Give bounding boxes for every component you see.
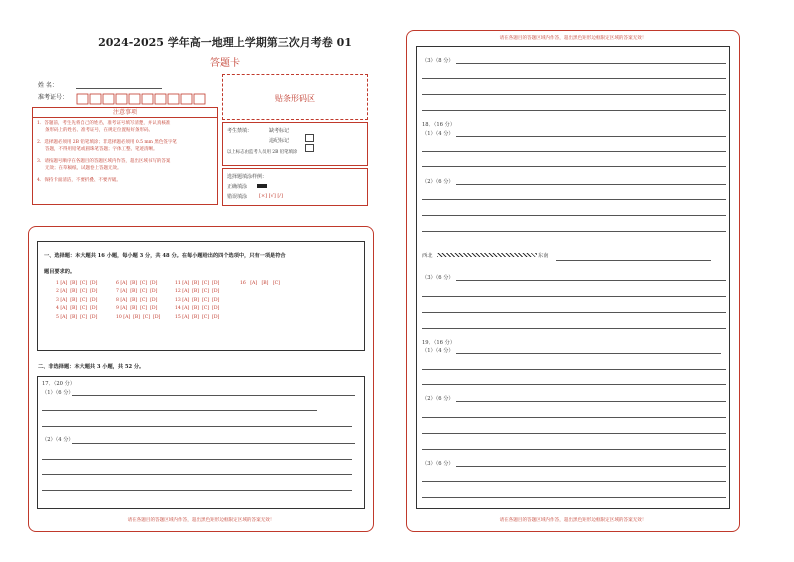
status-note: 以上标志由监考人员用 2B 铅笔填涂 — [227, 150, 298, 155]
correct-fill-label: 正确填涂 — [227, 184, 248, 190]
q17-part2: （2）（4 分） — [42, 437, 74, 443]
answer-line[interactable] — [456, 184, 726, 185]
violation-checkbox[interactable] — [305, 137, 314, 156]
answer-line[interactable] — [422, 369, 726, 370]
answer-line[interactable] — [422, 231, 726, 232]
choice-column-3[interactable]: 11 [A] [B] [C] [D] 12 [A] [B] [C] [D] 13 [A] [B] [C] [D] 14 [A] [B] [C] [D] 15 [A] [B] [C] [D] — [175, 281, 220, 320]
q17-part3: （3）（8 分） — [422, 58, 454, 64]
answer-sheet-subtitle: 答题卡 — [210, 58, 240, 69]
right-answer-box — [416, 46, 730, 509]
barcode-area — [222, 74, 368, 120]
note-line: 4．保持卡面清洁，不要折叠、不要弄破。 — [37, 178, 121, 183]
fill-sample-label: 选择题填涂样例： — [227, 174, 268, 180]
note-line: 无效；在草稿纸、试题卷上答题无效。 — [45, 166, 122, 171]
answer-line[interactable] — [456, 466, 726, 467]
answer-line[interactable] — [422, 481, 726, 482]
exam-id-grid — [76, 93, 216, 105]
answer-line[interactable] — [422, 151, 726, 152]
choice-heading: 一、选择题：本大题共 16 小题，每小题 3 分，共 48 分。在每小题给出的四个选项中，只有一项是符合 — [44, 253, 286, 259]
q19-part2: （2）（6 分） — [422, 396, 454, 402]
absent-label: 缺考标记 — [269, 128, 290, 134]
answer-line[interactable] — [456, 401, 726, 402]
answer-line[interactable] — [422, 497, 726, 498]
note-line: 3．请按题号顺序在各题目的答题区域内作答，超出区域书写的答案 — [37, 159, 171, 164]
q18-title: 18．（16 分） — [422, 122, 456, 128]
note-line: 条形码上的姓名、准考证号，在规定位置贴好条形码。 — [45, 128, 153, 133]
status-label: 考生禁填： — [227, 128, 253, 134]
answer-line[interactable] — [42, 459, 352, 460]
q19-part3: （3）（6 分） — [422, 461, 454, 467]
choice-column-2[interactable]: 6 [A] [B] [C] [D] 7 [A] [B] [C] [D] 8 [A] [B] [C] [D] 9 [A] [B] [C] [D] 10 [A] [B] [C] [D] — [116, 281, 161, 320]
answer-line[interactable] — [556, 260, 711, 261]
notes-box — [32, 107, 218, 205]
q18-part2: （2）（6 分） — [422, 179, 454, 185]
answer-line[interactable] — [422, 312, 726, 313]
note-line: 答题，不得用铅笔或圆珠笔答题；字体工整、笔迹清晰。 — [45, 147, 158, 152]
answer-line[interactable] — [422, 199, 726, 200]
answer-line[interactable] — [456, 63, 726, 64]
choice-section — [37, 241, 365, 351]
direction-left: 西北 — [422, 253, 433, 259]
answer-line[interactable] — [422, 78, 726, 79]
answer-line[interactable] — [456, 136, 726, 137]
exam-id-label: 准考证号： — [38, 94, 69, 101]
notes-heading: 注意事项 — [33, 108, 217, 118]
section-profile-strip — [437, 253, 537, 257]
barcode-label: 贴条形码区 — [275, 94, 315, 103]
answer-line[interactable] — [422, 328, 726, 329]
page-title: 2024-2025 学年高一地理上学期第三次月考卷 01 — [98, 36, 352, 49]
answer-line[interactable] — [42, 490, 352, 491]
answer-line[interactable] — [456, 353, 721, 354]
answer-line[interactable] — [72, 443, 355, 444]
warning-bottom-right: 请在各题目的答题区域内作答，超出黑色矩形边框限定区域的答案无效！ — [499, 518, 647, 523]
answer-line[interactable] — [42, 474, 352, 475]
free-response-heading: 二、非选择题：本大题共 3 小题，共 52 分。 — [38, 364, 145, 370]
direction-right: 东南 — [538, 253, 549, 259]
q17-title: 17．（20 分） — [42, 381, 76, 387]
q18-part1: （1）（4 分） — [422, 131, 454, 137]
name-label: 姓 名： — [38, 82, 58, 89]
answer-line[interactable] — [422, 215, 726, 216]
answer-line[interactable] — [422, 94, 726, 95]
answer-line[interactable] — [422, 417, 726, 418]
violation-label: 违纪标记 — [269, 138, 290, 144]
q19-part1: （1）（4 分） — [422, 348, 454, 354]
answer-line[interactable] — [422, 449, 726, 450]
wrong-fill-label: 错误填涂 — [227, 194, 248, 200]
warning-top-right: 请在各题目的答题区域内作答，超出黑色矩形边框限定区域的答案无效！ — [499, 36, 647, 41]
choice-heading-2: 题目要求的。 — [44, 269, 76, 275]
name-field[interactable] — [76, 88, 162, 89]
status-box — [222, 122, 368, 166]
wrong-fill-marks: [×] [√] [/] — [259, 193, 283, 199]
answer-line[interactable] — [456, 280, 726, 281]
answer-line[interactable] — [422, 433, 726, 434]
q17-part1: （1）（6 分） — [42, 390, 74, 396]
answer-line[interactable] — [422, 384, 726, 385]
fill-sample-box — [222, 168, 368, 206]
answer-line[interactable] — [422, 166, 726, 167]
q19-title: 19．（16 分） — [422, 340, 456, 346]
answer-line[interactable] — [422, 110, 726, 111]
answer-line[interactable] — [42, 410, 317, 411]
note-line: 1．答题前，考生先将自己的姓名，准考证号填写清楚，并认真核准 — [37, 121, 171, 126]
choice-column-1[interactable]: 1 [A] [B] [C] [D] 2 [A] [B] [C] [D] 3 [A] [B] [C] [D] 4 [A] [B] [C] [D] 5 [A] [B] [C] [D] — [56, 281, 98, 320]
answer-line[interactable] — [42, 426, 352, 427]
correct-fill-sample — [257, 184, 267, 188]
note-line: 2．选择题必须用 2B 铅笔填涂；非选择题必须用 0.5 mm 黑色签字笔 — [37, 140, 177, 145]
warning-bottom-left: 请在各题目的答题区域内作答，超出黑色矩形边框限定区域的答案无效！ — [127, 518, 275, 523]
answer-line[interactable] — [72, 395, 355, 396]
choice-column-4[interactable]: 16 [A] [B] [C] — [240, 281, 280, 286]
q18-part3: （3）（6 分） — [422, 275, 454, 281]
answer-line[interactable] — [422, 296, 726, 297]
